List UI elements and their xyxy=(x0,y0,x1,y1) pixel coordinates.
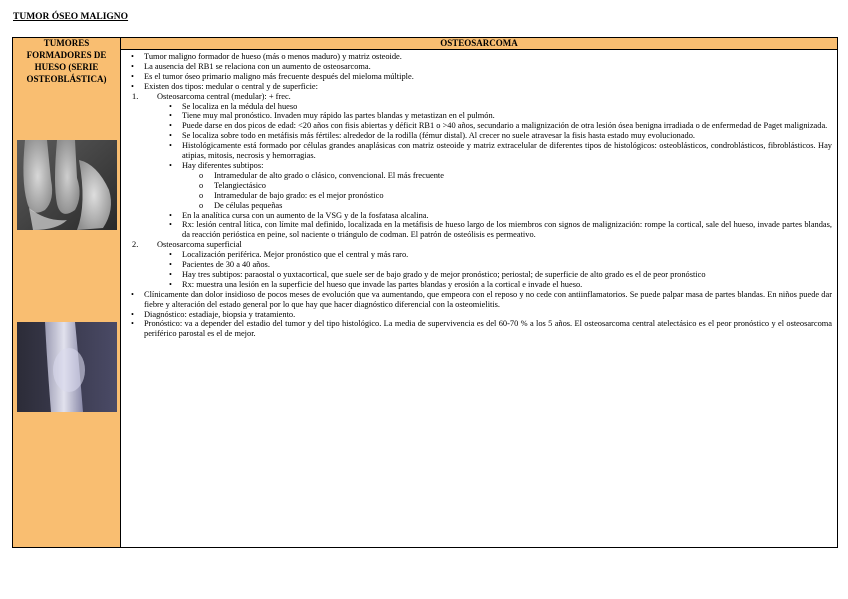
sub-list-item xyxy=(127,171,832,181)
list-item xyxy=(127,211,832,221)
list-item-text: Tiene muy mal pronóstico. Invaden muy rápido las partes blandas y metastizan en el pulmón. xyxy=(182,111,495,121)
category-subheading-line: OSTEOBLÁSTICA) xyxy=(26,74,107,84)
bullet-icon: • xyxy=(131,61,134,71)
list-item-text: Es el tumor óseo primario maligno más frecuente después del mieloma múltiple. xyxy=(144,71,414,81)
xray-image-long-bone xyxy=(17,322,117,412)
sub-list-item xyxy=(127,191,832,201)
bullet-icon: • xyxy=(131,309,134,319)
circle-bullet-icon: o xyxy=(199,180,204,190)
list-item-text: Hay tres subtipos: paraostal o yuxtacortical, que suele ser de bajo grado y de mejor pronóstico; periostal; de superficie de alto grado es el de peor pronóstico xyxy=(182,269,706,279)
circle-bullet-icon: o xyxy=(199,200,204,210)
list-item xyxy=(127,250,832,260)
list-item-text: La ausencia del RB1 se relaciona con un aumento de osteosarcoma. xyxy=(144,61,371,71)
list-item-text: Rx: muestra una lesión en la superficie del hueso que invade las partes blandas y erosión a la cortical e invade el hueso. xyxy=(182,279,583,289)
list-item xyxy=(127,111,832,121)
category-subheading-line: HUESO (SERIE xyxy=(34,62,99,72)
sub-list-item-text: Intramedular de alto grado o clásico, convencional. El más frecuente xyxy=(214,170,444,180)
bullet-icon: • xyxy=(131,71,134,81)
list-item-text: Puede darse en dos picos de edad: <20 años con fisis abiertas y déficit RB1 o >40 años, secundario a malignización de otra lesión ósea benigna irradiada o de enfermedad de Paget malignizada. xyxy=(182,121,828,131)
bullet-icon: • xyxy=(169,210,172,220)
list-item xyxy=(127,52,832,62)
numbered-item xyxy=(127,240,832,250)
numbered-item xyxy=(127,92,832,102)
bullet-icon: • xyxy=(169,250,172,260)
numbered-item-text: Osteosarcoma central (medular): + frec. xyxy=(157,91,291,101)
sub-list-item-text: Intramedular de bajo grado: es el mejor pronóstico xyxy=(214,190,384,200)
list-item-text: Clínicamente dan dolor insidioso de pocos meses de evolución que va aumentando, que empeora con el reposo y no cede con antiinflamatorios. Se puede palpar masa de partes blandas. En niños puede dar fiebre y alteración del estado general por lo que hay que hacer diagnóstico diferencial con la osteomielitis. xyxy=(144,289,832,309)
bullet-icon: • xyxy=(131,52,134,61)
category-heading: TUMORES xyxy=(43,38,90,48)
list-item xyxy=(127,131,832,141)
bullet-icon: • xyxy=(169,101,172,111)
circle-bullet-icon: o xyxy=(199,170,204,180)
bullet-icon: • xyxy=(169,131,172,141)
bullet-icon: • xyxy=(169,111,172,121)
list-item xyxy=(127,121,832,131)
list-item-text: Existen dos tipos: medular o central y de superficie: xyxy=(144,81,318,91)
document-title: TUMOR ÓSEO MALIGNO xyxy=(13,12,129,22)
description-cell xyxy=(121,50,837,547)
list-item xyxy=(127,270,832,280)
list-item-text: Localización periférica. Mejor pronóstico que el central y más raro. xyxy=(182,250,409,260)
list-item xyxy=(127,319,832,339)
list-item xyxy=(127,161,832,171)
list-item-text: Se localiza en la médula del hueso xyxy=(182,101,298,111)
bullet-icon: • xyxy=(131,81,134,91)
list-item-text: Pronóstico: va a depender del estadio del tumor y del tipo histológico. La media de supervivencia es del 60-70 % a los 5 años. El osteosarcoma central atelectásico es el peor pronóstico y el osteosarcoma periférico parostal es el de mejor. xyxy=(144,319,832,339)
list-item xyxy=(127,280,832,290)
sub-list-item-text: De células pequeñas xyxy=(214,200,283,210)
xray-knee-graphic xyxy=(17,140,117,230)
sub-list-item xyxy=(127,181,832,191)
list-item-text: Histológicamente está formado por células grandes anaplásicas con matriz osteoide y matriz extracelular de diferentes tipos de histológicos: osteoblásticos, condroblásticos, fibroblásticos. Hay atipias, mitosis, necrosis y hemorragias. xyxy=(182,141,832,161)
list-item xyxy=(127,82,832,92)
list-item xyxy=(127,310,832,320)
category-subheading-line: FORMADORES DE xyxy=(26,50,107,60)
bullet-icon: • xyxy=(169,269,172,279)
list-item-text: Pacientes de 30 a 40 años. xyxy=(182,260,270,270)
sub-list-item xyxy=(127,201,832,211)
list-item xyxy=(127,141,832,161)
list-item xyxy=(127,102,832,112)
list-item xyxy=(127,62,832,72)
bullet-icon: • xyxy=(169,160,172,170)
bullet-icon: • xyxy=(131,319,134,329)
bullet-icon: • xyxy=(169,141,172,151)
list-item xyxy=(127,220,832,240)
category-subheading xyxy=(13,49,120,85)
numbered-item-text: Osteosarcoma superficial xyxy=(157,240,242,250)
content-table xyxy=(12,37,838,548)
list-item xyxy=(127,72,832,82)
tumor-heading: OSTEOSARCOMA xyxy=(440,38,518,48)
list-item-text: Hay diferentes subtipos: xyxy=(182,160,264,170)
circle-bullet-icon: o xyxy=(199,190,204,200)
number-marker: 2. xyxy=(132,240,139,250)
list-item-text: Tumor maligno formador de hueso (más o menos maduro) y matriz osteoide. xyxy=(144,52,402,61)
sub-list-item-text: Telangiectásico xyxy=(214,180,266,190)
list-item-text: Rx: lesión central lítica, con límite mal definido, localizada en la metáfisis de hueso largo de los miembros con signos de malignización: rompe la cortical, sale del hueso, invade partes blandas, da reacción perióstica en peine, sol naciente o triángulo de codman. El patrón de osteólisis es permeativo. xyxy=(182,220,832,240)
bullet-icon: • xyxy=(169,279,172,289)
number-marker: 1. xyxy=(132,91,139,101)
list-item xyxy=(127,260,832,270)
bullet-icon: • xyxy=(169,260,172,270)
list-item xyxy=(127,290,832,310)
list-item-text: En la analítica cursa con un aumento de la VSG y de la fosfatasa alcalina. xyxy=(182,210,429,220)
xray-image-knee xyxy=(17,140,117,230)
category-column xyxy=(13,38,121,547)
xray-long-bone-graphic xyxy=(17,322,117,412)
list-item-text: Se localiza sobre todo en metáfisis más fértiles: alrededor de la rodilla (fémur distal). Al crecer no suele atravesar la fisis hasta estado muy evolucionado. xyxy=(182,131,696,141)
list-item-text: Diagnóstico: estadiaje, biopsia y tratamiento. xyxy=(144,309,296,319)
bullet-icon: • xyxy=(131,289,134,299)
bullet-icon: • xyxy=(169,220,172,230)
bullet-icon: • xyxy=(169,121,172,131)
